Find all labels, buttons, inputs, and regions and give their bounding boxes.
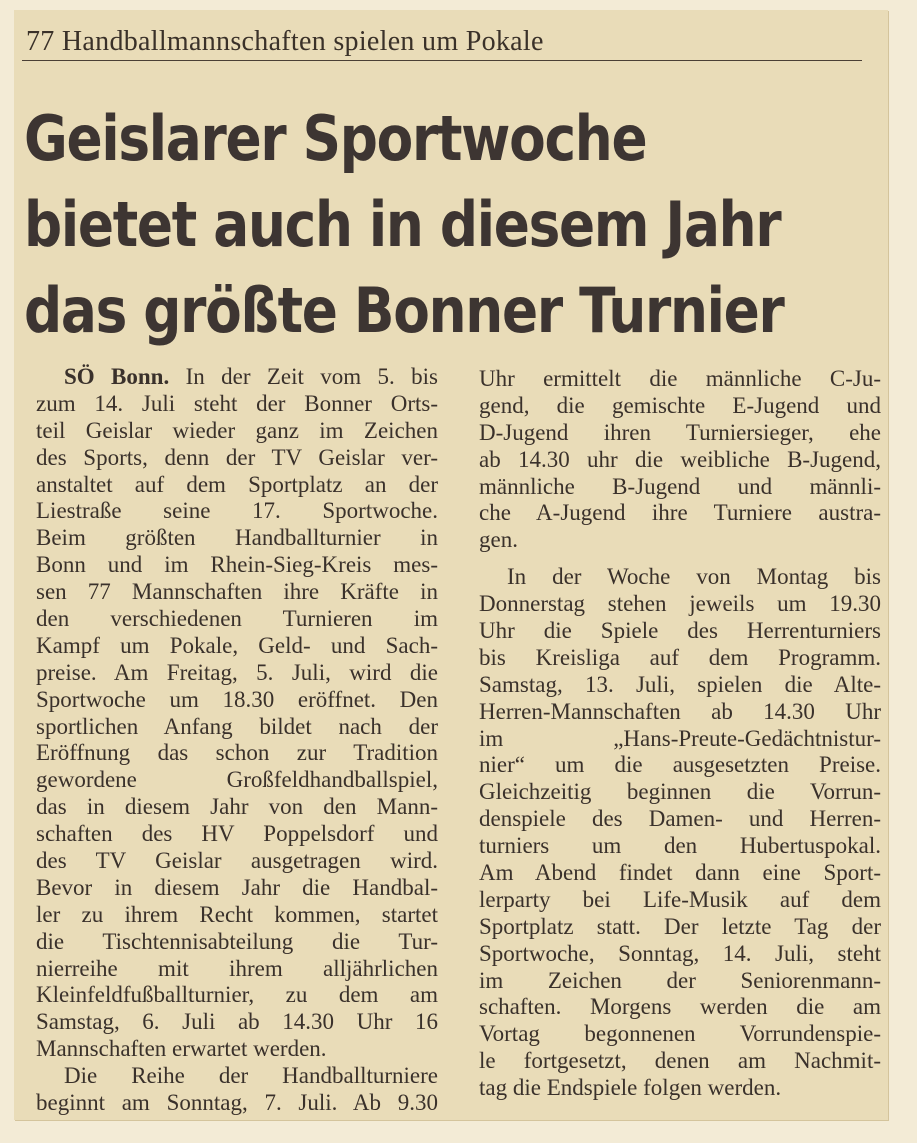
text-line	[36, 364, 438, 391]
text-line: bis Kreisliga auf dem Programm.	[479, 644, 881, 670]
text-line: im Zeichen der Seniorenmann-	[479, 967, 881, 993]
article-column-left	[36, 364, 438, 1117]
text-span: In der Zeit vom 5. bis	[169, 364, 438, 389]
text-line: le fortgesetzt, denen am Nachmit-	[479, 1048, 881, 1074]
text-line: schaften des HV Poppelsdorf und	[36, 821, 438, 847]
text-line: Kampf um Pokale, Geld- und Sach-	[36, 632, 438, 658]
text-line: sen 77 Mannschaften ihre Kräfte in	[36, 579, 438, 605]
text-line: Sportplatz statt. Der letzte Tag der	[479, 913, 881, 939]
headline-line: das größte Bonner Turnier	[24, 274, 784, 347]
text-line: beginnt am Sonntag, 7. Juli. Ab 9.30	[36, 1090, 438, 1116]
text-line: zum 14. Juli steht der Bonner Orts-	[36, 390, 438, 416]
text-line: den verschiedenen Turnieren im	[36, 606, 438, 632]
text-line: Beim größten Handballturnier in	[36, 525, 438, 551]
article-kicker: 77 Handballmannschaften spielen um Pokale	[26, 26, 544, 57]
text-line: Donnerstag stehen jeweils um 19.30	[479, 591, 881, 617]
text-line: männliche B-Jugend und männli-	[479, 473, 881, 499]
text-line: teil Geislar wieder ganz im Zeichen	[36, 417, 438, 443]
text-line: Samstag, 6. Juli ab 14.30 Uhr 16	[36, 1009, 438, 1035]
text-line: Sportwoche, Sonntag, 14. Juli, steht	[479, 940, 881, 966]
text-line: des Sports, denn der TV Geislar ver-	[36, 444, 438, 470]
article-column-right	[479, 366, 881, 1102]
text-line: Am Abend findet dann eine Sport-	[479, 860, 881, 886]
text-line: im „Hans-Preute-Gedächtnistur-	[479, 725, 881, 751]
text-line: Eröffnung das schon zur Tradition	[36, 740, 438, 766]
text-line: Gleichzeitig beginnen die Vorrun-	[479, 779, 881, 805]
text-line: gewordene Großfeldhandballspiel,	[36, 767, 438, 793]
kicker-rule	[22, 60, 862, 61]
text-line: preise. Am Freitag, 5. Juli, wird die	[36, 659, 438, 685]
article-headline	[24, 96, 784, 354]
headline-line: Geislarer Sportwoche	[24, 102, 647, 175]
text-line: Uhr ermittelt die männliche C-Ju-	[479, 366, 881, 391]
text-line: nier“ um die ausgesetzten Preise.	[479, 752, 881, 778]
text-line: lerparty bei Life-Musik auf dem	[479, 886, 881, 912]
text-line: denspiele des Damen- und Herren-	[479, 806, 881, 832]
text-line: Herren-Mannschaften ab 14.30 Uhr	[479, 698, 881, 724]
text-line: schaften. Morgens werden die am	[479, 994, 881, 1020]
text-line: des TV Geislar ausgetragen wird.	[36, 848, 438, 874]
text-line: Bonn und im Rhein-Sieg-Kreis mes-	[36, 552, 438, 578]
text-line: Die Reihe der Handballturniere	[64, 1063, 438, 1089]
text-line: Uhr die Spiele des Herrenturniers	[479, 618, 881, 644]
text-line: anstaltet auf dem Sportplatz an der	[36, 471, 438, 497]
text-line: Kleinfeldfußballturnier, zu dem am	[36, 982, 438, 1008]
text-line: tag die Endspiele folgen werden.	[479, 1075, 782, 1101]
text-line: Samstag, 13. Juli, spielen die Alte-	[479, 671, 881, 697]
headline-line: bietet auch in diesem Jahr	[24, 188, 781, 261]
text-line: che A-Jugend ihre Turniere austra-	[479, 500, 881, 526]
text-line: Bevor in diesem Jahr die Handbal-	[36, 874, 438, 900]
text-line: turniers um den Hubertuspokal.	[479, 833, 881, 859]
text-line: Liestraße seine 17. Sportwoche.	[36, 498, 438, 524]
text-line: Vortag begonnenen Vorrundenspie-	[479, 1021, 881, 1047]
text-line: sportlichen Anfang bildet nach der	[36, 713, 438, 739]
text-line: D-Jugend ihren Turniersieger, ehe	[479, 419, 881, 445]
text-line: gen.	[479, 527, 518, 553]
text-line: Mannschaften erwartet werden.	[36, 1036, 327, 1062]
text-line: gend, die gemischte E-Jugend und	[479, 392, 881, 418]
text-line: ab 14.30 uhr die weibliche B-Jugend,	[479, 446, 881, 472]
text-line: die Tischtennisabteilung die Tur-	[36, 928, 438, 954]
text-line: nierreihe mit ihrem alljährlichen	[36, 955, 438, 981]
paragraph-gap	[479, 554, 881, 564]
newspaper-clipping	[14, 10, 888, 1120]
dateline: SÖ Bonn.	[64, 364, 170, 389]
text-line: das in diesem Jahr von den Mann-	[36, 794, 438, 820]
text-line: ler zu ihrem Recht kommen, startet	[36, 901, 438, 927]
text-line: In der Woche von Montag bis	[507, 564, 881, 590]
text-line: Sportwoche um 18.30 eröffnet. Den	[36, 686, 438, 712]
